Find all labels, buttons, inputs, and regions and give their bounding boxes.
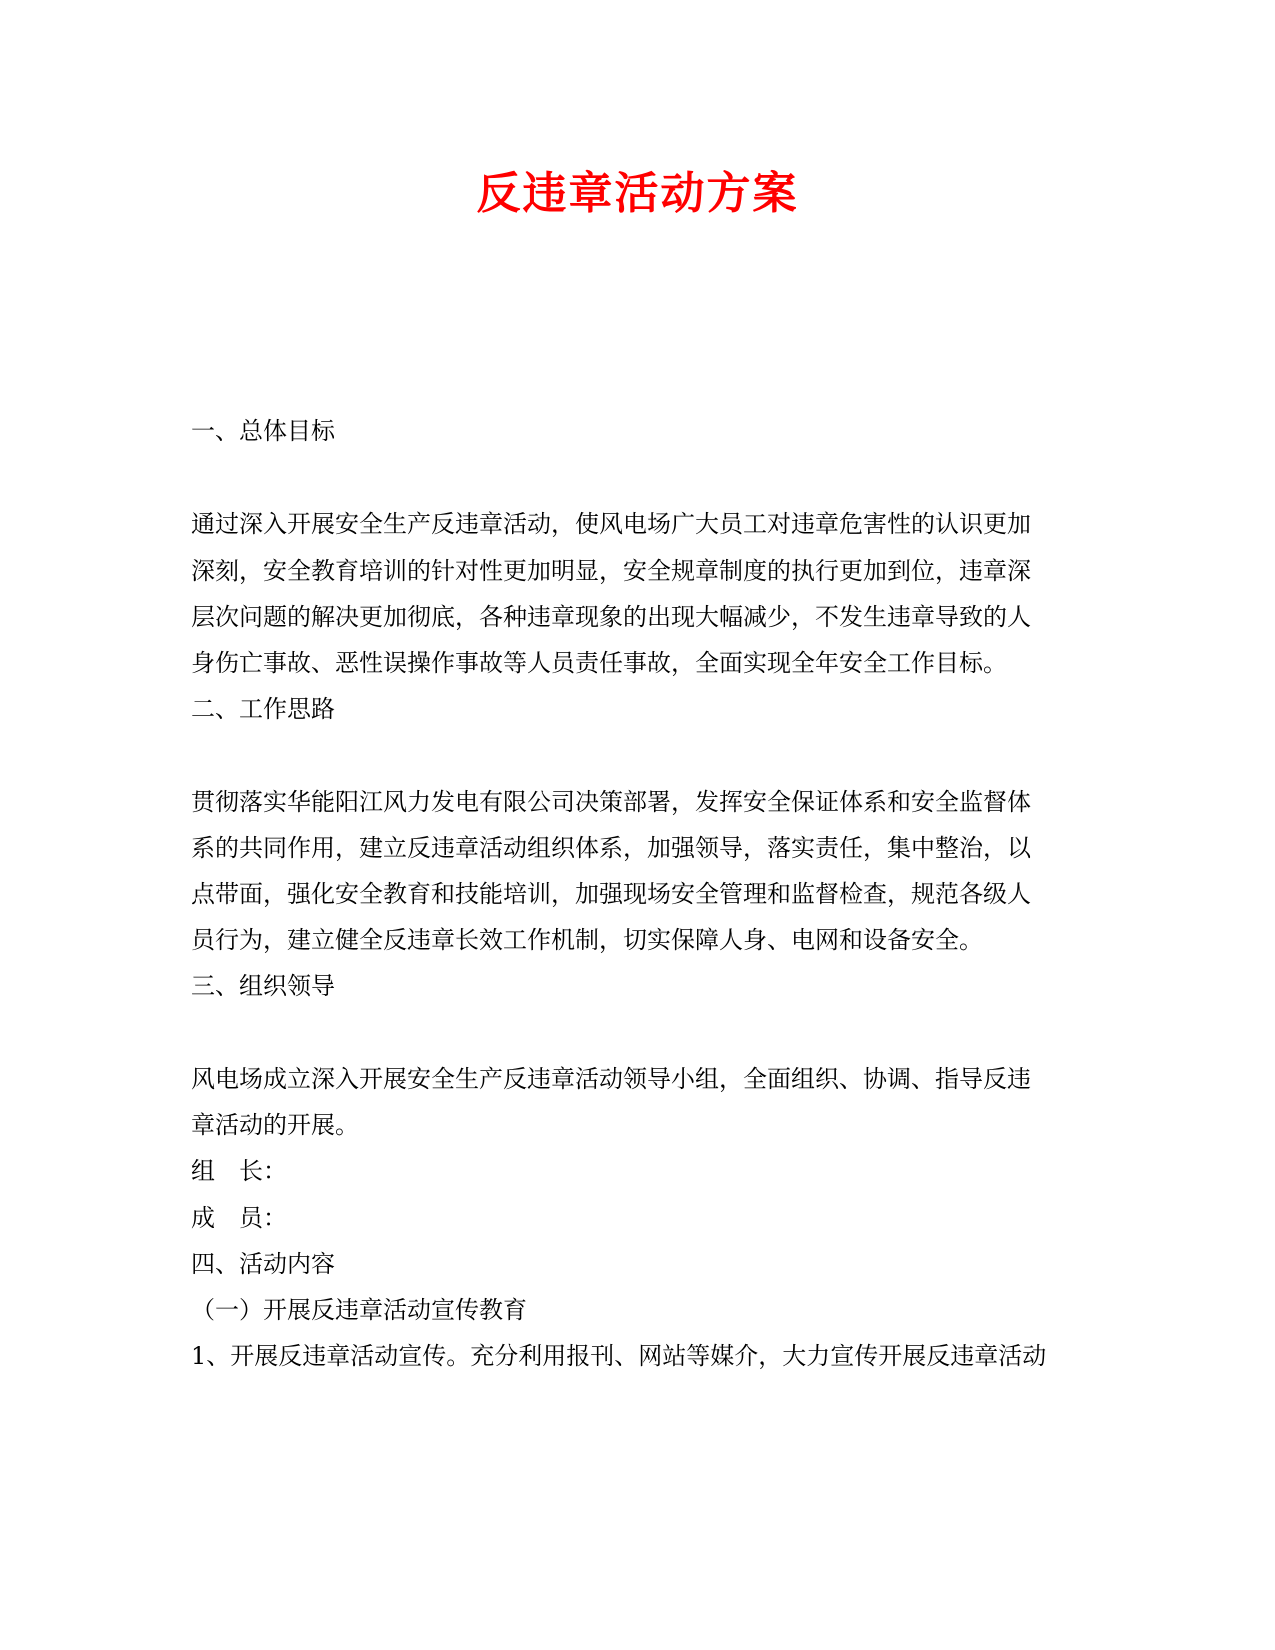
paragraph-line: 风电场成立深入开展安全生产反违章活动领导小组，全面组织、协调、指导反违 (191, 1065, 1031, 1093)
paragraph-line: 通过深入开展安全生产反违章活动，使风电场广大员工对违章危害性的认识更加 (191, 510, 1031, 538)
document-title: 反违章活动方案 (476, 168, 799, 219)
paragraph-line: 贯彻落实华能阳江风力发电有限公司决策部署，发挥安全保证体系和安全监督体 (191, 788, 1031, 816)
paragraph-line: 身伤亡事故、恶性误操作事故等人员责任事故，全面实现全年安全工作目标。 (191, 649, 1007, 677)
subheading-publicity-education: （一）开展反违章活动宣传教育 (191, 1296, 527, 1324)
paragraph-line: 深刻，安全教育培训的针对性更加明显，安全规章制度的执行更加到位，违章深 (191, 557, 1031, 585)
team-leader-label: 组 长： (191, 1157, 287, 1185)
paragraph-line: 层次问题的解决更加彻底，各种违章现象的出现大幅减少，不发生违章导致的人 (191, 603, 1031, 631)
heading-work-approach: 二、工作思路 (191, 695, 335, 723)
team-members-label: 成 员： (191, 1204, 287, 1232)
heading-leadership: 三、组织领导 (191, 972, 335, 1000)
paragraph-line: 系的共同作用，建立反违章活动组织体系，加强领导，落实责任，集中整治，以 (191, 834, 1031, 862)
heading-overall-goal: 一、总体目标 (191, 417, 335, 445)
paragraph-line: 员行为，建立健全反违章长效工作机制，切实保障人身、电网和设备安全。 (191, 926, 983, 954)
paragraph-line: 1、开展反违章活动宣传。充分利用报刊、网站等媒介，大力宣传开展反违章活动 (191, 1342, 1047, 1370)
paragraph-line: 点带面，强化安全教育和技能培训，加强现场安全管理和监督检查，规范各级人 (191, 880, 1031, 908)
paragraph-line: 章活动的开展。 (191, 1111, 359, 1139)
heading-activity-content: 四、活动内容 (191, 1250, 335, 1278)
